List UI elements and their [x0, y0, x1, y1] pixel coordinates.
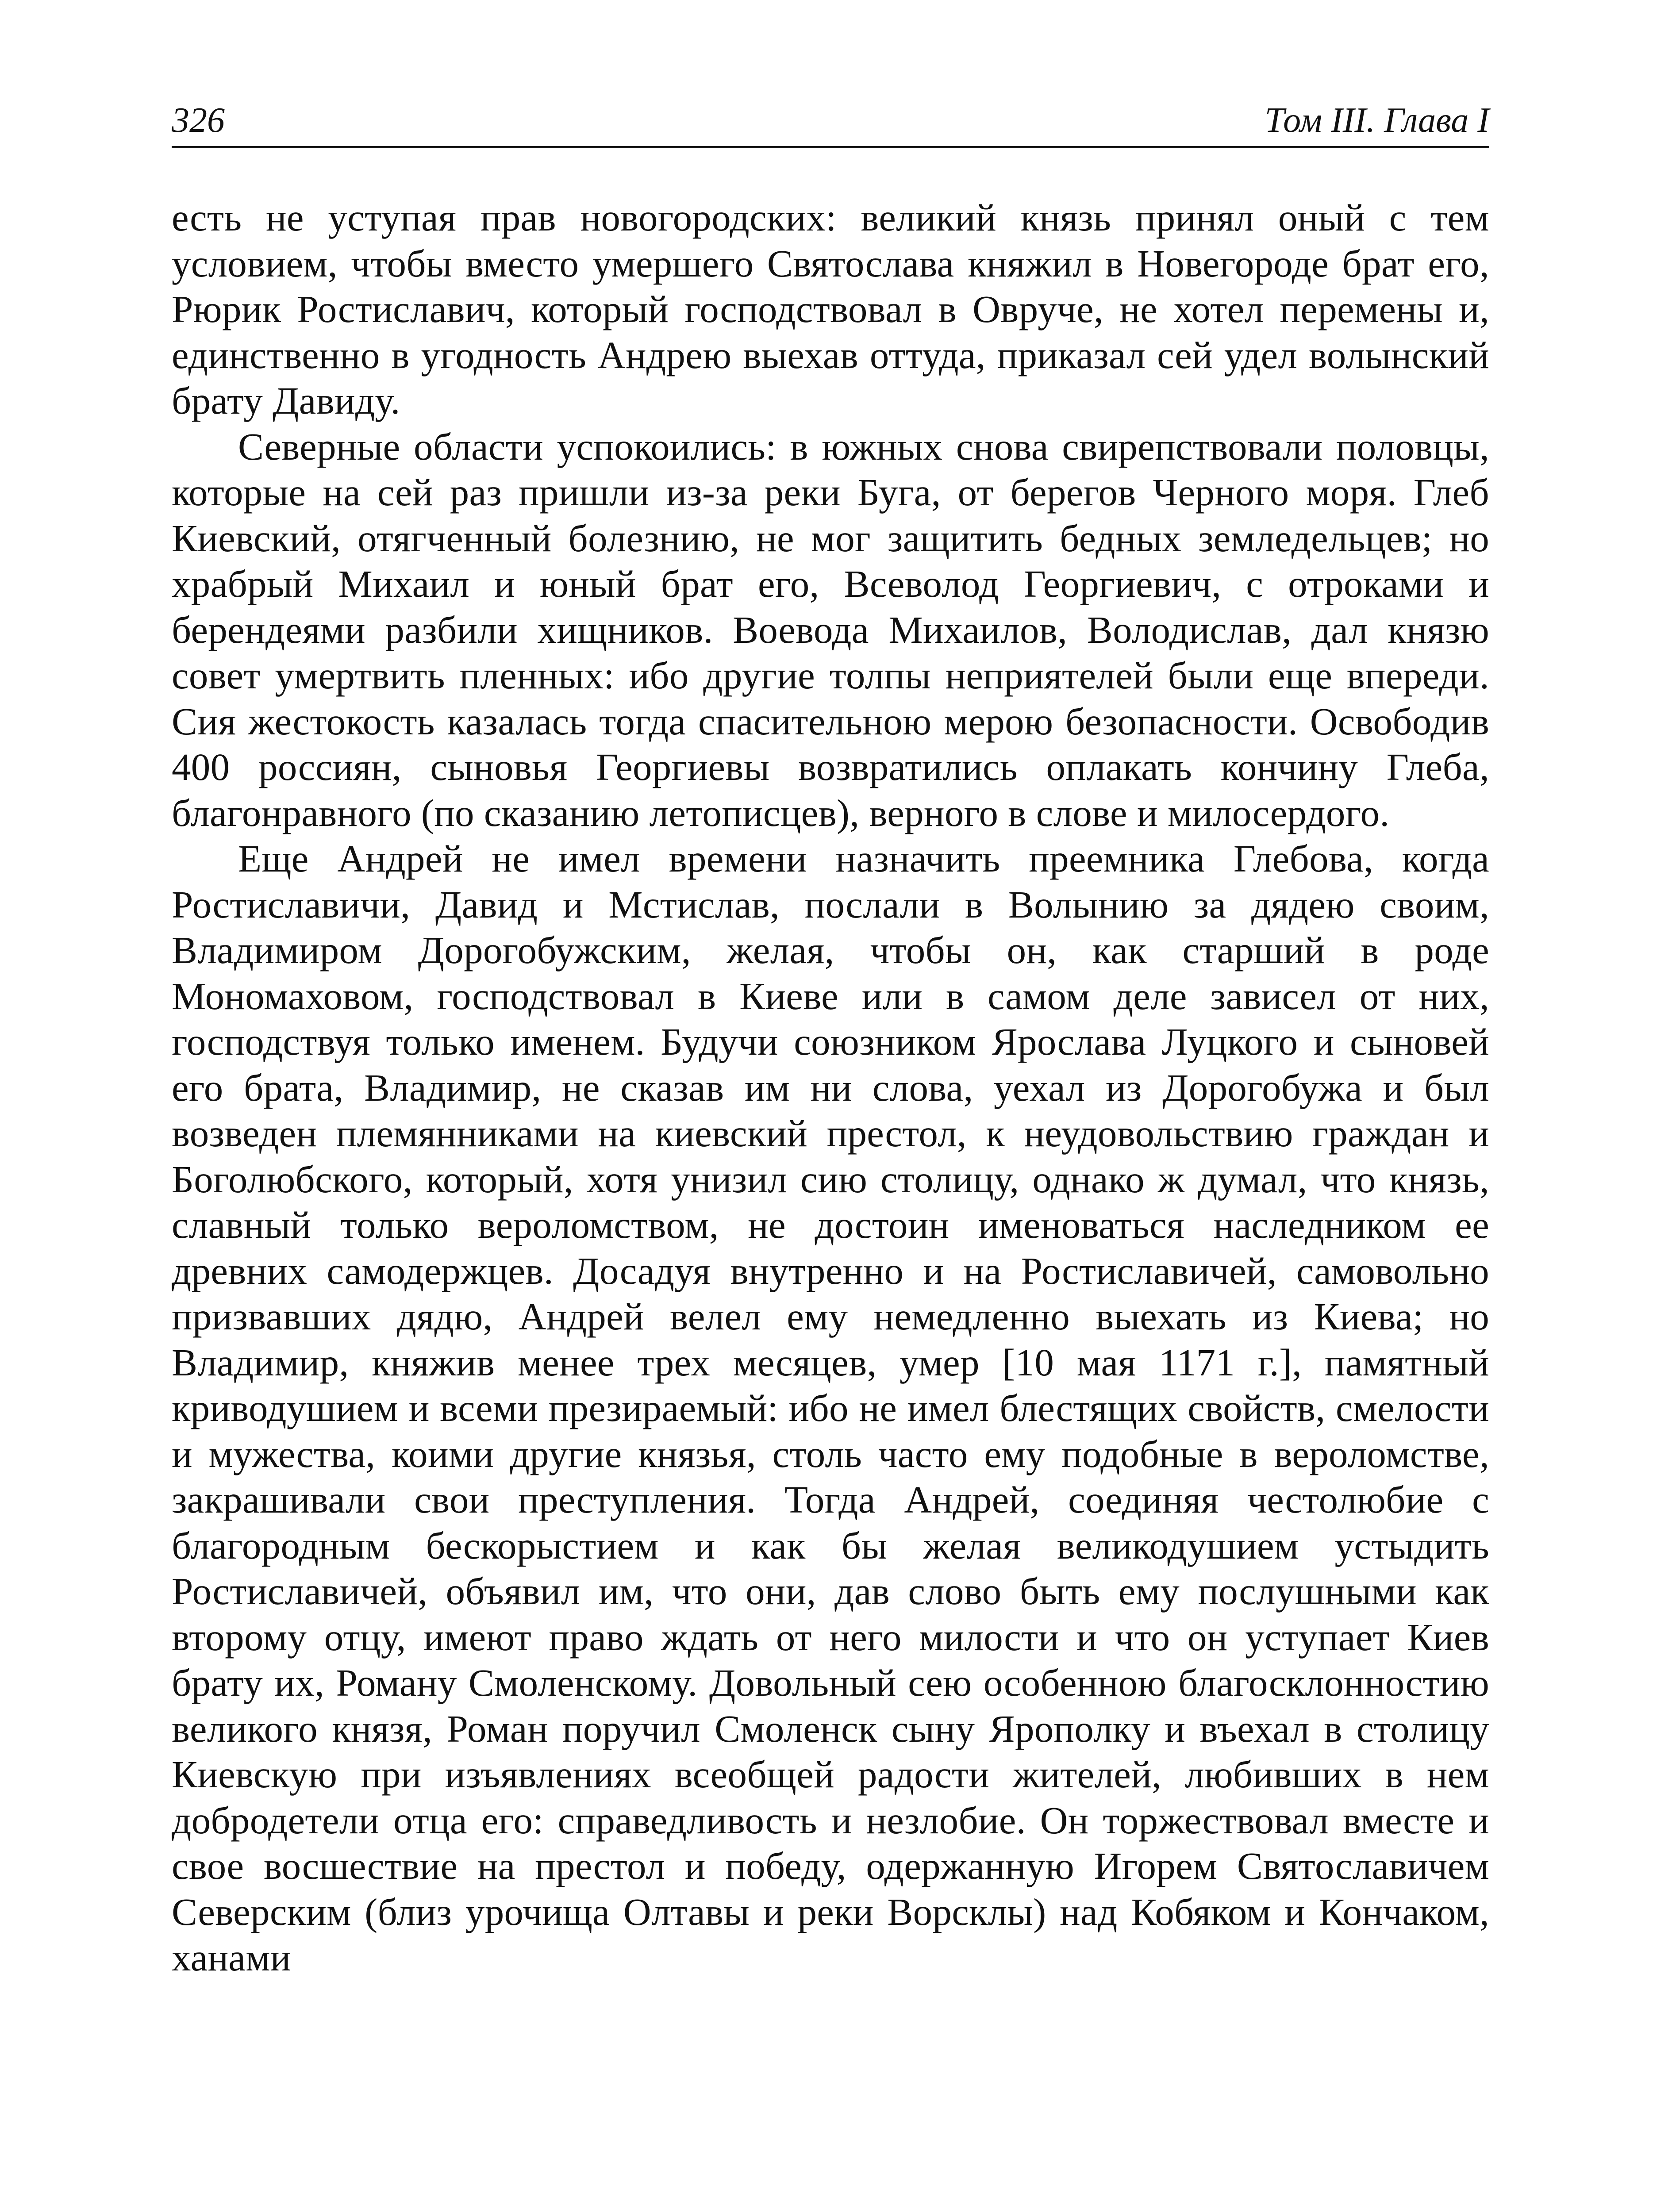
paragraph: Северные области успокоились: в южных снова свирепствовали половцы, которые на сей раз пришли из-за реки Буга, от берегов Черного моря. Глеб Киевский, отягченный болезнию, не мог защитить бедных земледельцев; но храбрый Михаил и юный брат его, Всеволод Георгиевич, с отроками и берендеями разбили хищников. Воевода Михаилов, Володислав, дал князю совет умертвить пленных: ибо другие толпы неприятелей были еще впереди. Сия жестокость казалась тогда спасительною мерою безопасности. Освободив 400 россиян, сыновья Георгиевы возвратились оплакать кончину Глеба, благонравного (по сказанию летописцев), верного в слове и милосердого.: [172, 425, 1489, 834]
body-text: [172, 195, 1489, 1981]
paragraph-continued: есть не уступая прав новогородских: великий князь принял оный с тем условием, чтобы вместо умершего Святослава княжил в Новегороде брат его, Рюрик Ростиславич, который господствовал в Овруче, не хотел перемены и, единственно в угодность Андрею выехав оттуда, приказал сей удел волынский брату Давиду.: [172, 196, 1489, 422]
page-header: [172, 93, 1489, 148]
paragraph: Еще Андрей не имел времени назначить преемника Глебова, когда Ростиславичи, Давид и Мстислав, послали в Волынию за дядею своим, Владимиром Дорогобужским, желая, чтобы он, как старший в роде Мономаховом, господствовал в Киеве или в самом деле зависел от них, господствуя только именем. Будучи союзником Ярослава Луцкого и сыновей его брата, Владимир, не сказав им ни слова, уехал из Дорогобужа и был возведен племянниками на киевский престол, к неудовольствию граждан и Боголюбского, который, хотя унизил сию столицу, однако ж думал, что князь, славный только вероломством, не достоин именоваться наследником ее древних самодержцев. Досадуя внутренно и на Ростиславичей, самовольно призвавших дядю, Андрей велел ему немедленно выехать из Киева; но Владимир, княжив менее трех месяцев, умер [10 мая 1171 г.], памятный криводушием и всеми презираемый: ибо не имел блестящих свойств, смелости и мужества, коими другие князья, столь часто ему подобные в вероломстве, закрашивали свои преступления. Тогда Андрей, соединяя честолюбие с благородным бескорыстием и как бы желая великодушием устыдить Ростиславичей, объявил им, что они, дав слово быть ему послушными как второму отцу, имеют право ждать от него милости и что он уступает Киев брату их, Роману Смоленскому. Довольный сею особенною благосклонностию великого князя, Роман поручил Смоленск сыну Ярополку и въехал в столицу Киевскую при изъявлениях всеобщей радости жителей, любивших в нем добродетели отца его: справедливость и незлобие. Он торжествовал вместе и свое восшествие на престол и победу, одержанную Игорем Святославичем Северским (близ урочища Олтавы и реки Ворсклы) над Кобяком и Кончаком, ханами: [172, 837, 1489, 1979]
page-number: 326: [172, 101, 225, 140]
running-title: Том III. Глава I: [1265, 101, 1489, 140]
